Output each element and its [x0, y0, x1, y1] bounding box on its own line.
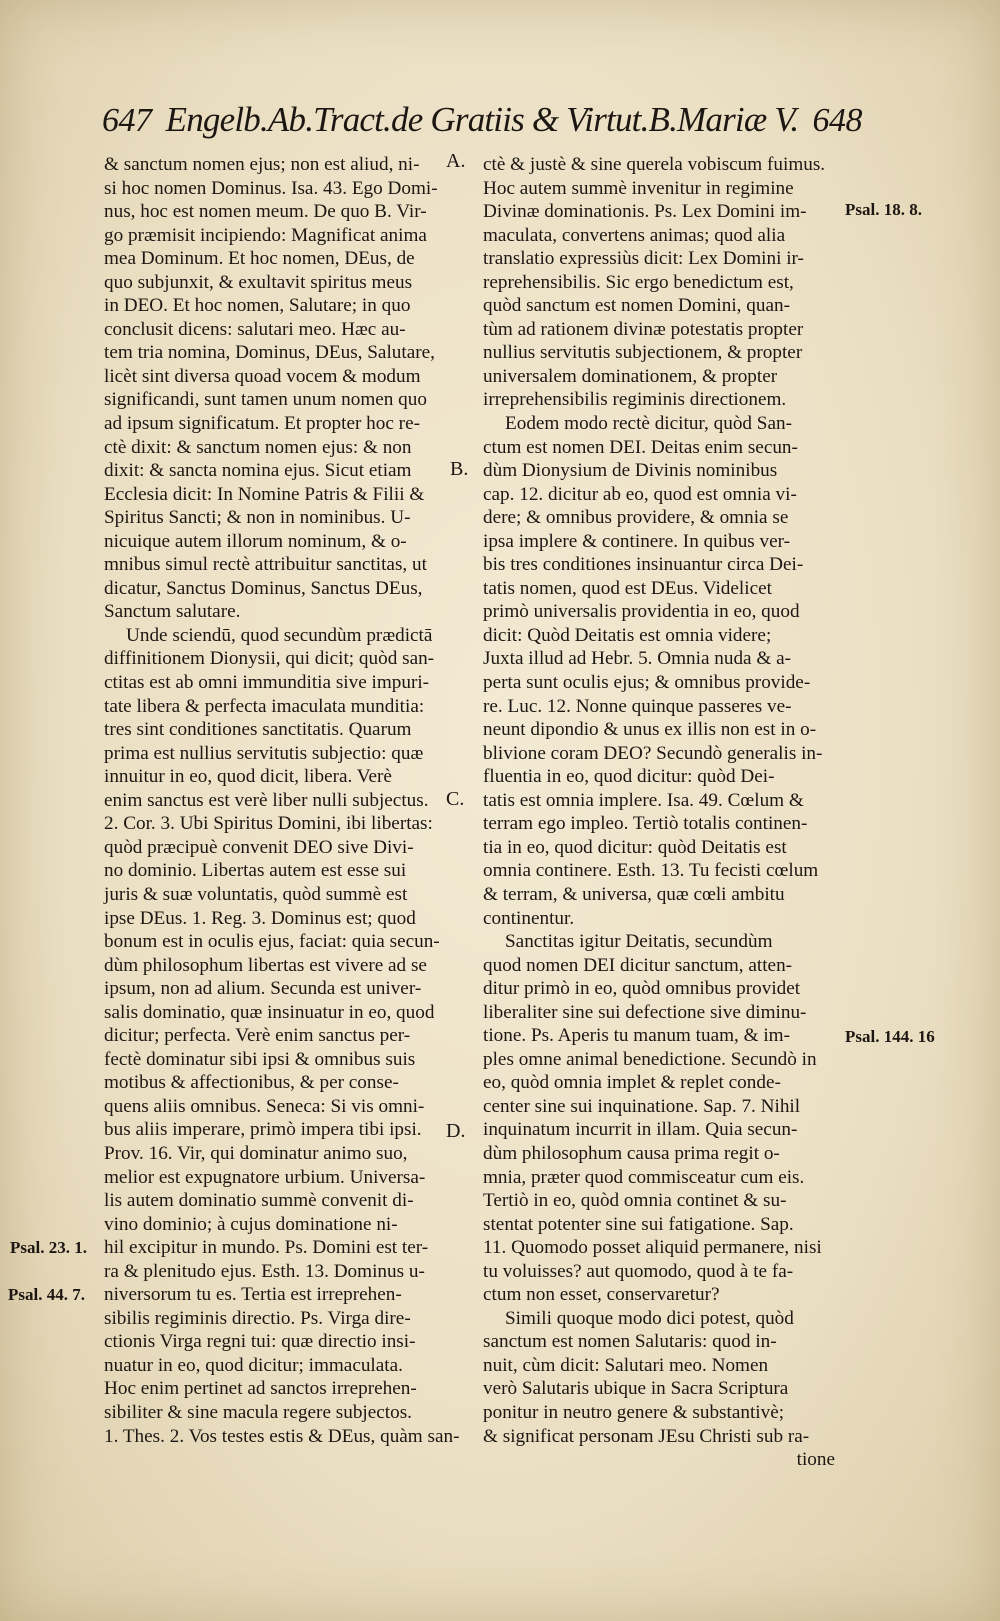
text-line: dicitur; perfecta. Verè enim sanctus per- — [104, 1025, 411, 1047]
text-line: dicatur, Sanctus Dominus, Sanctus DEus, — [104, 577, 423, 599]
text-line: tatis nomen, quod est DEus. Videlicet — [483, 577, 772, 599]
text-line: Simili quoque modo dici potest, quòd — [505, 1307, 794, 1329]
text-line: ctè & justè & sine querela vobiscum fuimus. — [483, 154, 826, 175]
text-line: nuit, cùm dicit: Salutari meo. Nomen — [483, 1354, 769, 1376]
text-line: Sanctitas igitur Deitatis, secundùm — [505, 931, 773, 953]
text-line: tate libera & perfecta imaculata munditia: — [104, 695, 425, 717]
text-line: nicuique autem illorum nominum, & o- — [104, 530, 407, 552]
text-line: continentur. — [483, 907, 575, 929]
running-header — [102, 100, 862, 156]
text-line: niversorum tu es. Tertia est irreprehen- — [104, 1284, 402, 1306]
text-line: Ecclesia dicit: In Nomine Patris & Filii & — [104, 483, 425, 505]
text-line: eo, quòd omnia implet & replet conde- — [483, 1072, 781, 1094]
text-line: cap. 12. dicitur ab eo, quod est omnia vi- — [483, 483, 797, 505]
text-line: ples omne animal benedictione. Secundò in — [483, 1048, 817, 1070]
text-line: bonum est in oculis ejus, faciat: quia secun- — [104, 931, 440, 953]
text-line: quòd præcipuè convenit DEO sive Divi- — [104, 836, 414, 858]
margin-note: Psal. 23. 1. — [10, 1238, 87, 1257]
text-line: quod nomen DEI dicitur sanctum, atten- — [483, 954, 793, 976]
left-text-column — [104, 153, 460, 1448]
text-line: salis dominatio, quæ insinuatur in eo, quod — [104, 1001, 435, 1023]
text-line: prima est nullius servitutis subjectio: quæ — [104, 742, 424, 764]
text-line: tione — [796, 1449, 835, 1471]
text-line: go præmisit incipiendo: Magnificat anima — [104, 224, 427, 246]
text-line: Eodem modo rectè dicitur, quòd San- — [505, 413, 792, 435]
text-line: tia in eo, quod dicitur: quòd Deitatis est — [483, 836, 787, 858]
text-line: liberaliter sine sui defectione sive diminu- — [483, 1001, 807, 1023]
text-line: ponitur in neutro genere & substantivè; — [483, 1401, 785, 1423]
text-line: tres sint conditiones sanctitatis. Quarum — [104, 719, 412, 741]
text-line: mea Dominum. Et hoc nomen, DEus, de — [104, 248, 415, 270]
text-line: ipsum, non ad alium. Secunda est univer- — [104, 978, 422, 1000]
text-line: mnia, præter quod commisceatur cum eis. — [483, 1166, 805, 1188]
text-line: tatis est omnia implere. Isa. 49. Cœlum & — [483, 789, 804, 811]
text-line: quens aliis omnibus. Seneca: Si vis omni- — [104, 1095, 425, 1117]
text-line: ipsa implere & continere. In quibus ver- — [483, 530, 791, 552]
text-line: enim sanctus est verè liber nulli subjectus. — [104, 789, 429, 811]
text-line: blivione coram DEO? Secundò generalis in- — [483, 742, 823, 764]
text-line: maculata, convertens animas; quod alia — [483, 224, 786, 246]
text-line: primò universalis providentia in eo, quod — [483, 601, 800, 623]
text-line: & sanctum nomen ejus; non est aliud, ni- — [104, 154, 420, 175]
text-line: fectè dominatur sibi ipsi & omnibus suis — [104, 1048, 416, 1070]
text-line: quo subjunxit, & exultavit spiritus meus — [104, 271, 413, 293]
text-line: innuitur in eo, quod dicit, libera. Verè — [104, 766, 392, 788]
text-line: motibus & affectionibus, & per conse- — [104, 1072, 399, 1094]
text-line: nus, hoc est nomen meum. De quo B. Vir- — [104, 201, 427, 223]
text-line: dicit: Quòd Deitatis est omnia videre; — [483, 624, 772, 646]
text-line: sibilis regiminis directio. Ps. Virga dire- — [104, 1307, 411, 1329]
text-line: bis tres conditiones insinuantur circa Dei- — [483, 554, 804, 576]
text-line: sanctum est nomen Salutaris: quod in- — [483, 1331, 777, 1353]
text-line: quòd sanctum est nomen Domini, quan- — [483, 295, 790, 317]
margin-note: Psal. 144. 16 — [845, 1027, 935, 1046]
text-line: neunt dipondio & unus ex illis non est in o- — [483, 719, 817, 741]
text-line: ad ipsum significatum. Et propter hoc re- — [104, 413, 420, 435]
text-line: verò Salutaris ubique in Sacra Scriptura — [483, 1378, 789, 1400]
section-marker-c: C. — [446, 788, 465, 810]
text-line: diffinitionem Dionysii, qui dicit; quòd san- — [104, 648, 435, 670]
text-line: Prov. 16. Vir, qui dominatur animo suo, — [104, 1142, 408, 1164]
text-line: ctè dixit: & sanctum nomen ejus: & non — [104, 436, 412, 458]
text-line: tione. Ps. Aperis tu manum tuam, & im- — [483, 1025, 790, 1047]
text-line: dixit: & sancta nomina ejus. Sicut etiam — [104, 460, 412, 482]
text-line: ra & plenitudo ejus. Esth. 13. Dominus u- — [104, 1260, 425, 1282]
section-marker-b: B. — [450, 458, 469, 480]
text-line: Unde sciendū, quod secundùm prædictā — [126, 624, 433, 646]
text-line: mnibus simul rectè attribuitur sanctitas, ut — [104, 554, 427, 576]
text-line: fluentia in eo, quod dicitur: quòd Dei- — [483, 766, 775, 788]
margin-note: Psal. 44. 7. — [8, 1285, 85, 1304]
text-line: significandi, sunt tamen unum nomen quo — [104, 389, 427, 411]
text-line: juris & suæ voluntatis, quòd summè est — [104, 883, 408, 905]
text-line: Hoc enim pertinet ad sanctos irreprehen- — [104, 1378, 417, 1400]
text-line: hil excipitur in mundo. Ps. Domini est ter- — [104, 1237, 429, 1259]
text-line: ctum est nomen DEI. Deitas enim secun- — [483, 436, 798, 458]
text-line: ctionis Virga regni tui: quæ directio insi- — [104, 1331, 416, 1353]
text-line: vino dominio; à cujus dominatione ni- — [104, 1213, 398, 1235]
text-line: & terram, & universa, quæ cœli ambitu — [483, 883, 785, 905]
text-line: ditur primò in eo, quòd omnibus providet — [483, 978, 801, 1000]
text-line: dùm philosophum causa prima regit o- — [483, 1142, 780, 1164]
text-line: omnia continere. Esth. 13. Tu fecisti cœlum — [483, 860, 819, 882]
text-line: tu voluisses? aut quomodo, quod à te fa- — [483, 1260, 794, 1282]
text-line: sibiliter & sine macula regere subjectos. — [104, 1401, 412, 1423]
text-line: & significat personam JEsu Christi sub ra- — [483, 1425, 810, 1447]
running-title: Engelb.Ab.Tract.de Gratiis & Virtut.B.Mariæ V. — [165, 100, 799, 139]
text-line: center sine sui inquinatione. Sap. 7. Nihil — [483, 1095, 801, 1117]
text-line: Juxta illud ad Hebr. 5. Omnia nuda & a- — [483, 648, 792, 670]
text-line: lis autem dominatio summè convenit di- — [104, 1190, 414, 1212]
text-line: Spiritus Sancti; & non in nominibus. U- — [104, 507, 411, 529]
text-line: 11. Quomodo posset aliquid permanere, nisi — [483, 1237, 822, 1259]
right-page-number: 648 — [812, 102, 862, 139]
text-line: inquinatum incurrit in illam. Quia secun- — [483, 1119, 798, 1141]
text-line: ctitas est ab omni immunditia sive impuri- — [104, 672, 430, 694]
left-page-number: 647 — [102, 102, 152, 139]
text-line: stentat potenter sine sui fatigatione. Sap. — [483, 1213, 794, 1235]
right-text-column — [483, 153, 835, 1472]
text-line: conclusit dicens: salutari meo. Hæc au- — [104, 318, 406, 340]
text-line: dere; & omnibus providere, & omnia se — [483, 507, 789, 529]
text-line: in DEO. Et hoc nomen, Salutare; in quo — [104, 295, 411, 317]
text-line: universalem dominationem, & propter — [483, 365, 778, 387]
text-line: tem tria nomina, Dominus, DEus, Salutare, — [104, 342, 435, 364]
text-line: dùm philosophum libertas est vivere ad se — [104, 954, 427, 976]
text-line: Hoc autem summè invenitur in regimine — [483, 177, 794, 199]
text-line: melior est expugnatore urbium. Universa- — [104, 1166, 426, 1188]
text-line: licèt sint diversa quoad vocem & modum — [104, 365, 421, 387]
text-line: re. Luc. 12. Nonne quinque passeres ve- — [483, 695, 792, 717]
section-marker-a: A. — [446, 150, 466, 172]
text-line: translatio expressiùs dicit: Lex Domini ir- — [483, 248, 804, 270]
text-line: terram ego impleo. Tertiò totalis continen- — [483, 813, 808, 835]
text-line: dùm Dionysium de Divinis nominibus — [483, 460, 778, 482]
text-line: Divinæ dominationis. Ps. Lex Domini im- — [483, 201, 807, 223]
text-line: bus aliis imperare, primò impera tibi ipsi. — [104, 1119, 422, 1141]
margin-note: Psal. 18. 8. — [845, 200, 922, 219]
text-line: tùm ad rationem divinæ potestatis propter — [483, 318, 804, 340]
text-line: nuatur in eo, quod dicitur; immaculata. — [104, 1354, 403, 1376]
text-line: Sanctum salutare. — [104, 601, 241, 623]
text-line: reprehensibilis. Sic ergo benedictum est, — [483, 271, 794, 293]
text-line: perta sunt oculis ejus; & omnibus provide- — [483, 672, 811, 694]
text-line: ipse DEus. 1. Reg. 3. Dominus est; quod — [104, 907, 416, 929]
text-line: si hoc nomen Dominus. Isa. 43. Ego Domi- — [104, 177, 438, 199]
text-line: 2. Cor. 3. Ubi Spiritus Domini, ibi libertas: — [104, 813, 433, 835]
text-line: irreprehensibilis regiminis directionem. — [483, 389, 787, 411]
text-line: no dominio. Libertas autem est esse sui — [104, 860, 407, 882]
text-line: nullius servitutis subjectionem, & propter — [483, 342, 803, 364]
section-marker-d: D. — [446, 1120, 466, 1142]
text-line: Tertiò in eo, quòd omnia continet & su- — [483, 1190, 787, 1212]
text-line: 1. Thes. 2. Vos testes estis & DEus, quàm san- — [104, 1425, 460, 1447]
text-line: ctum non esset, conservaretur? — [483, 1284, 720, 1306]
